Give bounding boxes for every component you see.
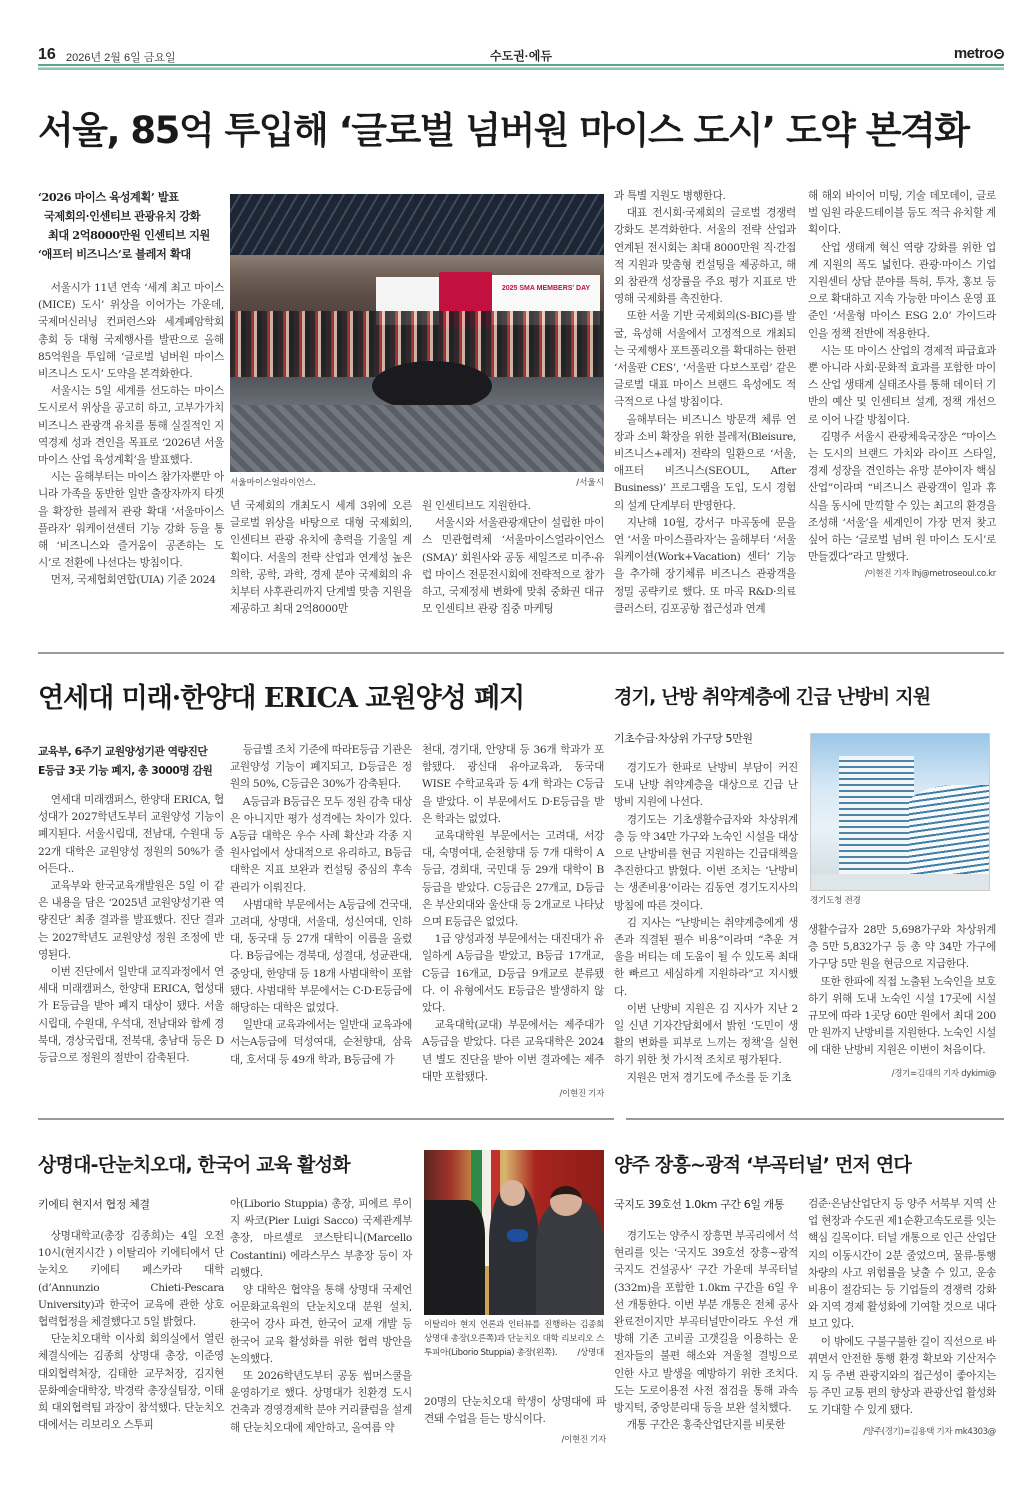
- paragraph: 지난해 10월, 강서구 마곡동에 문을 연 ‘서울 마이스플라자’는 올해부터 ‘서울 워케이션(Work+Vacation) 센터’ 기능을 추가해 장기체류 비즈니스 관광객을 정밀 공략키로 했다. 또 마곡 R&D·의료 클러스터, 김포공항 접근성과 연계: [614, 516, 796, 615]
- logo-text: metro: [953, 45, 993, 62]
- photo-person: [536, 1200, 604, 1316]
- article1-subheads: [38, 188, 224, 264]
- paragraph: 생활수급자 28만 5,698가구와 차상위계층 5만 5,832가구 등 총 약 34만 가구에 가구당 5만 원을 현금으로 지급한다.: [808, 924, 996, 971]
- paragraph: 또 2026학년도부터 공동 썸머스쿨을 운영하기로 했다. 상명대가 친환경 도시건축과 경영경제학 분야 커리큘럼을 설계해 단눈치오대에 제안하고, 올여름 약: [230, 1370, 412, 1434]
- article3-column-2: [808, 922, 996, 1083]
- building-photo-caption: 경기도청 전경: [810, 896, 861, 906]
- article2-subheads: [38, 742, 224, 780]
- article4-headline: 상명대-단눈치오대, 한국어 교육 활성화: [38, 1154, 350, 1176]
- paragraph: 경기도는 기초생활수급자와 차상위계층 등 약 34만 가구와 노숙인 시설을 대상으로 난방비를 현금 지원하는 긴급대책을 추진한다고 밝혔다. 이번 조치는 ‘난방비는 생존비용’이라는 김동연 경기도지사의 방침에 따른 것이다.: [614, 813, 798, 912]
- subhead: ‘애프터 비즈니스’로 블레저 확대: [38, 247, 191, 261]
- paragraph: 등급별 조치 기준에 따라E등급 기관은 교원양성 기능이 폐지되고, D등급은 정원의 50%, C등급은 30%가 감축된다.: [230, 744, 412, 791]
- article5-column-2: [808, 1196, 996, 1441]
- paragraph: 시는 또 마이스 산업의 경제적 파급효과뿐 아니라 사회·문화적 효과를 포함한 마이스 산업 생태계 실태조사를 통해 데이터 기반의 예산 및 인센티브 설계, 정책 개선으로 이어 나갈 방침이다.: [808, 344, 996, 426]
- byline: /이현진 기자: [561, 1435, 606, 1446]
- globe-icon: [994, 49, 1004, 59]
- paragraph: 대표 전시회·국제회의 글로벌 경쟁력 강화도 본격화한다. 서울의 전략 산업과 연계된 전시회는 최대 8000만원 직·간접적 지원과 맞춤형 컨설팅을 제공하고, 해외 참관객 성장률을 주요 평가 지표로 반영해 국제화를 촉진한다.: [614, 207, 796, 306]
- article2-column-2: [230, 742, 412, 1069]
- byline: /양주(경기)=김용택 기자 mk4303@: [863, 1426, 996, 1437]
- issue-date: 2026년 2월 6일 금요일: [66, 52, 176, 64]
- masthead-rule: [38, 64, 1004, 70]
- microphone-icon: [507, 1229, 529, 1242]
- paragraph: 교육부와 한국교육개발원은 5일 이 같은 내용을 담은 ‘2025년 교원양성기관 역량진단’ 최종 결과를 발표했다. 진단 결과는 2027학년도 교원양성 정원 조정에 반영된다.: [38, 880, 224, 961]
- paragraph: 김 지사는 “난방비는 취약계층에게 생존과 직결된 필수 비용”이라며 “추운 겨울을 버티는 데 도움이 될 수 있도록 최대한 빠르고 세심하게 지원하라”고 지시했다.: [614, 916, 798, 998]
- paragraph: 양 대학은 협약을 통해 상명대 국제언어문화교육원의 단눈치오대 분원 설치, 한국어 강사 파견, 한국어 교재 개발 등 한국어 교육 활성화를 위한 협력 방안을 논의했다.: [230, 1284, 412, 1365]
- gyeonggi-building-photo: [810, 733, 990, 891]
- paragraph: 지원은 먼저 경기도에 주소를 둔 기초: [626, 1071, 792, 1084]
- paragraph: 서울시가 11년 연속 ‘세계 최고 마이스(MICE) 도시’ 위상을 이어가는 가운데, 국제머신러닝 컨퍼런스와 세계폐암학회 총회 등 대형 국제행사를 발판으로 올해 85억원을 투입해 ‘글로벌 넘버원 마이스 비즈니스 도시’ 도약을 본격화한다.: [38, 282, 224, 381]
- paragraph: 아(Liborio Stuppia) 총장, 피에르 루이지 싸코(Pier Luigi Sacco) 국제관계부총장, 마르셀로 코스탄티니(Marcello Costantini) 에라스무스 부총장 등이 자리했다.: [230, 1198, 412, 1279]
- photo-screen-text: 2025 SMA MEMBERS' DAY: [492, 275, 600, 325]
- byline: /이현진 기자 lhj@metroseoul.co.kr: [864, 569, 996, 580]
- paragraph: 교육대학원 부문에서는 고려대, 서강대, 숙명여대, 순천향대 등 7개 대학이 A등급, 경희대, 국민대 등 29개 대학이 B등급을 받았다. C등급은 27개교, D등급은 부산외대와 울산대 등 2개교로 나타났으며 E등급은 없었다.: [422, 830, 604, 929]
- article2-column-3: [422, 742, 604, 1103]
- article5-subhead: 국지도 39호선 1.0km 구간 6일 개통: [614, 1198, 785, 1211]
- article1-column-4: [614, 188, 796, 618]
- event-photo-caption: [230, 476, 604, 488]
- paragraph: 서울시는 5일 세계를 선도하는 마이스 도시로서 위상을 공고히 하고, 고부가가치 비즈니스 관광객 유치를 통해 실질적인 지역경제 성과 견인을 목표로 ‘2026년 서울 마이스 산업 육성계획’을 발표했다.: [38, 385, 224, 467]
- paragraph: 연세대 미래캠퍼스, 한양대 ERICA, 협성대가 2027학년도부터 교원양성 기능이 폐지된다. 서울시립대, 전남대, 수원대 등 22개 대학은 교원양성 정원의 50%가 줄어든다..: [38, 794, 224, 875]
- photo-ceiling: [230, 194, 604, 255]
- paragraph: 경기도는 양주시 장흥면 부곡리에서 석현리를 잇는 ‘국지도 39호선 장흥~광적 국지도 건설공사’ 구간 가운데 부곡터널(332m)을 포함한 1.0km 구간을 6일 우선 개통한다. 이번 부분 개통은 전체 공사 완료전이지만 부곡터널만이라도 우선 개방해 기존 고비골 고갯길을 이용하는 운전자들의 불편 해소와 겨울철 결빙으로 인한 사고 발생을 예방하기 위한 조치다. 도는 도로이용전 사전 점검을 통해 과속방지턱, 중앙분리대 등을 보완 설치했다.: [614, 1230, 798, 1415]
- interview-photo: [424, 1150, 604, 1315]
- interview-photo-caption: [424, 1318, 604, 1360]
- section-divider: [38, 1118, 614, 1120]
- byline: /이현진 기자: [559, 1089, 604, 1100]
- section-divider: [626, 1118, 1004, 1120]
- article5-column-1: [614, 1196, 798, 1434]
- paragraph: 과 특별 지원도 병행한다.: [614, 190, 726, 202]
- paragraph: 이번 난방비 지원은 김 지사가 지난 2일 신년 기자간담회에서 밝힌 ‘도민이 생활의 변화를 피부로 느끼는 정책’을 실현하기 위한 첫 가시적 조치로 평가된다.: [614, 1002, 798, 1067]
- photo-camera: [424, 1200, 485, 1316]
- subhead: E등급 3곳 기능 폐지, 총 3000명 감원: [38, 764, 213, 777]
- paragraph: 시는 올해부터는 마이스 참가자뿐만 아니라 가족을 동반한 일반 출장자까지 타겟을 확장한 블레저 관광 확대 ‘서울마이스플라자’ 워케이션센터 기능 강화 등을 통해 ‘비즈니스와 즐거움이 공존하는 도시’로 전환에 나선다는 방침이다.: [38, 471, 224, 570]
- article4-subhead: 키에티 현지서 협정 체결: [38, 1198, 150, 1211]
- article1-headline: 서울, 85억 투입해 ‘글로벌 넘버원 마이스 도시’ 도약 본격화: [38, 109, 969, 152]
- subhead: ‘2026 마이스 육성계획’ 발표: [38, 190, 179, 204]
- paragraph: 경기도가 한파로 난방비 부담이 커진 도내 난방 취약계층을 대상으로 긴급 난방비 지원에 나선다.: [614, 762, 798, 809]
- subhead: 교육부, 6주기 교원양성기관 역량진단: [38, 745, 208, 758]
- paragraph: 서울시와 서울관광재단이 설립한 마이스 민관협력체 ‘서울마이스얼라이언스(SMA)’ 회원사와 공동 세일즈로 미주·유럽 마이스 전문전시회에 전략적으로 참가하고, 국제정세 변화에 맞춰 중화권 대규모 인센티브 관광 집중 마케팅: [422, 517, 604, 616]
- article1-column-1: [38, 188, 224, 590]
- paragraph: 1급 양성과정 부문에서는 대진대가 유일하게 A등급을 받았고, B등급 17개교, C등급 16개교, D등급 9개교로 분류됐다. 이 유형에서도 E등급은 발생하지 않았다.: [422, 933, 604, 1015]
- article3-headline: 경기, 난방 취약계층에 긴급 난방비 지원: [614, 686, 931, 708]
- paragraph: 검준·은남산업단지 등 양주 서북부 지역 산업 현장과 수도권 제1순환고속도로를 잇는 핵심 길목이다. 터널 개통으로 인근 산업단지의 이동시간이 2분 줄었으며, 물류·통행 차량의 사고 위험률을 낮출 수 있고, 운송 비용이 절감되는 등 기업들의 경쟁력 강화와 지역 경제 활성화에 기여할 것으로 내다보고 있다.: [808, 1198, 996, 1331]
- paragraph: 사범대학 부문에서는 A등급에 건국대, 고려대, 상명대, 서울대, 성신여대, 인하대, 동국대 등 27개 대학이 이름을 올렸다. B등급에는 경북대, 성결대, 성균관대, 중앙대, 한양대 등 18개 사범대학이 포함됐다. 사범대학 부문에서는 C·D·E등급에 해당하는 대학은 없었다.: [230, 898, 412, 1015]
- section-divider: [38, 652, 1004, 654]
- article1-column-2: [230, 498, 412, 618]
- article3-subhead: 기초수급·차상위 가구당 5만원: [614, 732, 753, 745]
- paragraph: 올해부터는 비즈니스 방문객 체류 연장과 소비 확장을 위한 블레저(Bleisure, 비즈니스+레저) 전략의 일환으로 ‘서울, 애프터 비즈니스(SEOUL, After Business)’ 프로그램을 도입, 도시 경험의 설계 단계부터 반영한다.: [614, 413, 796, 512]
- caption-text: 서울마이스얼라이언스.: [230, 478, 316, 488]
- paragraph: 년 국제회의 개최도시 세계 3위에 오른 글로벌 위상을 바탕으로 대형 국제회의, 인센티브 관광 유치에 총력을 기울일 계획이다. 서울의 전략 산업과 연계성 높은 의학, 공학, 과학, 경제 분야 국제회의 유치부터 사후관리까지 단계별 맞춤 지원을 제공하고 최대 2억8000만: [230, 500, 412, 616]
- paragraph: 김명주 서울시 관광체육국장은 “마이스는 도시의 브랜드 가치와 라이프 스타일, 경제 성장을 견인하는 유망 분야이자 핵심 산업”이라며 “비즈니스 관광객이 일과 휴식을 동시에 만끽할 수 있는 최고의 환경을 조성해 ‘서울’을 세계인이 가장 먼저 찾고 싶어 하는 ‘글로벌 넘버 원 마이스 도시’로 만들겠다”라고 말했다.: [808, 430, 996, 564]
- paragraph: 이 밖에도 구불구불한 길이 직선으로 바뀌면서 안전한 통행 환경 확보와 기산저수지 등 주변 관광지와의 접근성이 좋아지는 등 주민 교통 편의 향상과 관광산업 활성화도 기대할 수 있게 됐다.: [808, 1335, 996, 1417]
- paragraph: 교육대학(교대) 부문에서는 제주대가 A등급을 받았다. 다른 교육대학은 2024년 별도 진단을 받아 이번 결과에는 제주대만 포함됐다.: [422, 1019, 604, 1083]
- paragraph: A등급과 B등급은 모두 정원 감축 대상은 아니지만 평가 성격에는 차이가 있다. A등급 대학은 우수 사례 확산과 각종 지원사업에서 상대적으로 유리하고, B등급 대학은 지표 보완과 컨설팅 중심의 후속 관리가 이뤄진다.: [230, 795, 412, 894]
- paragraph: 해 해외 바이어 미팅, 기술 데모데이, 글로벌 임원 라운드테이블 등도 적극 유치할 계획이다.: [808, 190, 996, 237]
- paragraph: 단눈치오대학 이사회 회의실에서 열린 체결식에는 김종희 상명대 총장, 이준영 대외협력처장, 김태한 교무처장, 김지현 문화예술대학장, 박경락 총장실팀장, 이태희 대외협력팀 과장이 참석했다. 단눈치오대에서는 리보리오 스투피: [38, 1333, 224, 1432]
- article2-column-1: [38, 742, 224, 1067]
- photo-tower: [839, 756, 914, 884]
- metro-logo: [954, 45, 1004, 62]
- paragraph: 또한 한파에 직접 노출된 노숙인을 보호하기 위해 도내 노숙인 시설 17곳에 시설 규모에 따라 1곳당 60만 원에서 최대 200만 원까지 난방비를 지원한다. 노숙인 시설에 대한 난방비 지원은 이번이 처음이다.: [808, 975, 996, 1057]
- article5-headline: 양주 장흥~광적 ‘부곡터널’ 먼저 연다: [614, 1154, 911, 1176]
- photo-wing: [909, 785, 989, 883]
- subhead: 국제회의·인센티브 관광유치 강화: [44, 209, 201, 223]
- event-photo: [230, 194, 604, 472]
- paragraph: 상명대학교(총장 김종희)는 4일 오전 10시(현지시간 ) 이탈리아 키에티에서 단눈치오 키에티 페스카라 대학(d’Annunzio Chieti-Pescara University)과 한국어 교육에 관한 상호 협력협정을 체결했다고 5일 밝혔다.: [38, 1230, 224, 1329]
- photo-credit: /상명대: [577, 1348, 604, 1358]
- byline: /경기=김대의 기자 dykimi@: [891, 1068, 996, 1079]
- paragraph: 산업 생태계 혁신 역량 강화를 위한 업계 지원의 폭도 넓힌다. 관광·마이스 기업지원센터 상담 분야를 특허, 투자, 홍보 등으로 확대하고 지속 가능한 마이스 운영 표준인 ‘서울형 마이스 ESG 2.0’ 가이드라인을 정책 전반에 적용한다.: [808, 241, 996, 340]
- article4-column-3: [424, 1394, 606, 1450]
- caption-text: 이탈리아 현지 언론과 인터뷰를 진행하는 김종희 상명대 총장(오른쪽)과 단눈치오 대학 리보리오 스투피아(Liborio Stuppia) 총장(왼쪽).: [424, 1320, 604, 1358]
- article3-column-1: [614, 730, 798, 1087]
- photo-plaza: [811, 874, 989, 890]
- paragraph: 일반대 교육과에서는 일반대 교육과에서는A등급에 덕성여대, 순천향대, 삼육대, 호서대 등 49개 학과, B등급에 가: [230, 1019, 412, 1066]
- photo-credit: /서울시: [576, 478, 604, 488]
- photo-table: [372, 361, 492, 411]
- photo-face: [500, 1180, 525, 1206]
- paragraph: 이번 진단에서 일반대 교직과정에서 연세대 미래캠퍼스, 한양대 ERICA, 협성대가 E등급을 받아 폐지 대상이 됐다. 서울시립대, 수원대, 우석대, 전남대와 함께 경북대, 경상국립대, 전북대, 충남대 등은 D등급으로 정원의 절반이 감축된다.: [38, 966, 224, 1065]
- article1-column-5: [808, 188, 996, 584]
- paragraph: 20명의 단눈치오대 학생이 상명대에 파견돼 수업을 듣는 방식이다.: [424, 1396, 606, 1426]
- paragraph: 원 인센티브도 지원한다.: [422, 500, 531, 512]
- photo-floor: [230, 405, 604, 472]
- section-title: 수도권·에듀: [490, 49, 552, 63]
- article1-column-3: [422, 498, 604, 618]
- paragraph: 개통 구간은 홍죽산업단지를 비롯한: [626, 1419, 785, 1432]
- article2-headline: 연세대 미래·한양대 ERICA 교원양성 폐지: [38, 683, 525, 714]
- paragraph: 먼저, 국제협회연합(UIA) 기준 2024: [50, 574, 216, 587]
- article4-column-2: [230, 1196, 412, 1437]
- paragraph: 또한 서울 기반 국제회의(S-BIC)를 발굴, 육성해 서울에서 고정적으로 개최되는 국제행사 포트폴리오를 확대하는 한편 ‘서울판 CES’, ‘서울판 다보스포럼’ 같은 글로벌 대표 마이스 브랜드 육성에도 적극적으로 나설 방침이다.: [614, 310, 796, 409]
- paragraph: 천대, 경기대, 안양대 등 36개 학과가 포함됐다. 광신대 유아교육과, 동국대 WISE 수학교육과 등 4개 학과는 C등급을 받았다. 이 부문에서도 D·E등급을 받은 학과는 없었다.: [422, 744, 604, 825]
- page-number: 16: [38, 46, 56, 63]
- subhead: 최대 2억8000만원 인센티브 지원: [48, 228, 210, 242]
- article4-column-1: [38, 1196, 224, 1434]
